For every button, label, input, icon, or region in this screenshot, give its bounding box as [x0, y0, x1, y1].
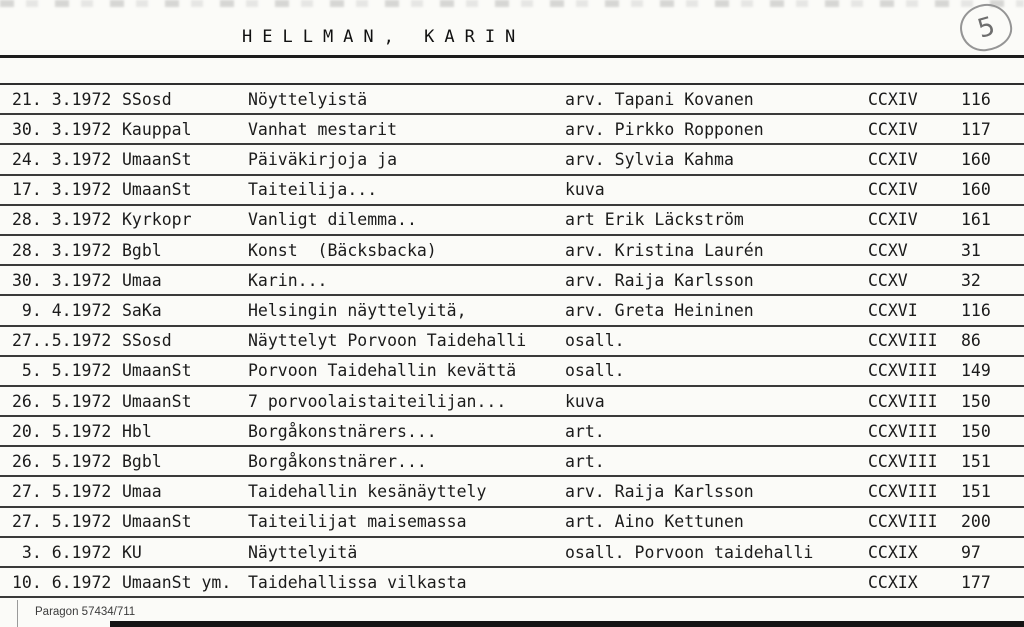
- note-cell: osall. Porvoon taidehalli: [565, 542, 814, 562]
- volume-cell: CCXVI: [868, 301, 918, 320]
- date-cell: 5. 5.1972: [12, 361, 112, 381]
- note-cell: arv. Raija Karlsson: [565, 270, 754, 290]
- page-cell: 150: [961, 421, 991, 441]
- publication-cell: Umaa: [122, 270, 162, 290]
- volume-cell: CCXVIII: [868, 421, 938, 441]
- handwritten-page-number-circle: [958, 1, 1015, 53]
- date-cell: 10. 6.1972: [12, 572, 112, 592]
- publication-cell: Kauppal: [122, 119, 192, 139]
- table-row: [0, 447, 1024, 477]
- note-cell: arv. Pirkko Ropponen: [565, 119, 764, 139]
- date-cell: 20. 5.1972: [12, 421, 112, 441]
- table-row: [0, 417, 1024, 447]
- title-cell: Päiväkirjoja ja: [248, 150, 398, 170]
- title-cell: Nöyttelyistä: [248, 89, 368, 109]
- note-cell: arv. Greta Heininen: [565, 301, 754, 320]
- publication-cell: Hbl: [122, 421, 152, 441]
- note-cell: [565, 591, 868, 596]
- page-cell: 150: [961, 391, 991, 411]
- page-cell: 161: [961, 210, 991, 230]
- publication-cell: SSosd: [122, 89, 172, 109]
- page-cell: 149: [961, 361, 991, 381]
- title-cell: Näyttelyt Porvoon Taidehalli: [248, 331, 527, 351]
- volume-cell: CCXVIII: [868, 451, 938, 471]
- handwritten-page-number: 5: [973, 10, 999, 45]
- table-row: [0, 176, 1024, 206]
- date-cell: 17. 3.1972: [12, 180, 112, 200]
- bibliography-table: [0, 83, 1024, 598]
- table-row: [0, 538, 1024, 568]
- page-cell: 97: [961, 542, 981, 562]
- table-row: [0, 206, 1024, 236]
- table-row: [0, 296, 1024, 326]
- page-cell: 200: [961, 512, 991, 532]
- date-cell: 26. 5.1972: [12, 451, 112, 471]
- scan-bleed-through-artifact: [0, 0, 1024, 7]
- date-cell: 30. 3.1972: [12, 270, 112, 290]
- title-cell: Karin...: [248, 270, 328, 290]
- note-cell: osall.: [565, 331, 625, 351]
- table-row: [0, 85, 1024, 115]
- page-cell: 31: [961, 240, 981, 260]
- note-cell: osall.: [565, 361, 625, 381]
- page-cell: 177: [961, 572, 991, 592]
- table-row: [0, 145, 1024, 175]
- title-cell: Taiteilijat maisemassa: [248, 512, 467, 532]
- publication-cell: UmaanSt: [122, 180, 192, 200]
- publication-cell: Umaa: [122, 482, 162, 502]
- volume-cell: CCXVIII: [868, 391, 938, 411]
- title-cell: Taidehallissa vilkasta: [248, 572, 467, 592]
- table-row: [0, 236, 1024, 266]
- page-cell: 160: [961, 180, 991, 200]
- paper-brand-label: Paragon 57434/711: [35, 606, 136, 618]
- date-cell: 3. 6.1972: [12, 542, 112, 562]
- table-row: [0, 115, 1024, 145]
- page-cell: 160: [961, 150, 991, 170]
- volume-cell: CCXVIII: [868, 512, 938, 532]
- table-row: [0, 327, 1024, 357]
- publication-cell: UmaanSt: [122, 391, 192, 411]
- title-cell: Vanligt dilemma..: [248, 210, 417, 230]
- page-cell: 117: [961, 119, 991, 139]
- volume-cell: CCXIV: [868, 119, 918, 139]
- page-cell: 86: [961, 331, 981, 351]
- table-row: [0, 477, 1024, 507]
- date-cell: 26. 5.1972: [12, 391, 112, 411]
- publication-cell: UmaanSt: [122, 512, 192, 532]
- page-cell: 116: [961, 89, 991, 109]
- publication-cell: UmaanSt: [122, 150, 192, 170]
- note-cell: art.: [565, 451, 605, 471]
- publication-cell: Bgbl: [122, 240, 162, 260]
- volume-cell: CCXIV: [868, 89, 918, 109]
- date-cell: 27. 5.1972: [12, 512, 112, 532]
- page-cell: 151: [961, 451, 991, 471]
- table-row: [0, 387, 1024, 417]
- title-cell: Helsingin näyttelyitä,: [248, 301, 467, 320]
- note-cell: art. Aino Kettunen: [565, 512, 744, 532]
- volume-cell: CCXV: [868, 270, 908, 290]
- publication-cell: Kyrkopr: [122, 210, 192, 230]
- note-cell: arv. Tapani Kovanen: [565, 89, 754, 109]
- note-cell: art.: [565, 421, 605, 441]
- date-cell: 27..5.1972: [12, 331, 112, 351]
- volume-cell: CCXVIII: [868, 361, 938, 381]
- date-cell: 27. 5.1972: [12, 482, 112, 502]
- page-cell: 32: [961, 270, 981, 290]
- volume-cell: CCXIV: [868, 210, 918, 230]
- note-cell: arv. Sylvia Kahma: [565, 150, 734, 170]
- publication-cell: KU: [122, 542, 142, 562]
- scan-edge-bar: [110, 621, 1024, 627]
- publication-cell: UmaanSt ym.: [122, 572, 232, 592]
- date-cell: 24. 3.1972: [12, 150, 112, 170]
- volume-cell: CCXIV: [868, 180, 918, 200]
- date-cell: 9. 4.1972: [12, 301, 112, 320]
- publication-cell: UmaanSt: [122, 361, 192, 381]
- title-cell: Konst (Bäcksbacka): [248, 240, 437, 260]
- table-row: [0, 568, 1024, 598]
- page-cell: 151: [961, 482, 991, 502]
- title-cell: Taidehallin kesänäyttely: [248, 482, 487, 502]
- publication-cell: SaKa: [122, 301, 162, 320]
- volume-cell: CCXVIII: [868, 331, 938, 351]
- footer-left-tick: [17, 600, 18, 627]
- title-cell: Näyttelyitä: [248, 542, 358, 562]
- date-cell: 28. 3.1972: [12, 210, 112, 230]
- note-cell: art Erik Läckström: [565, 210, 744, 230]
- table-row: [0, 357, 1024, 387]
- page-title: HELLMAN, KARIN: [242, 27, 526, 47]
- note-cell: arv. Raija Karlsson: [565, 482, 754, 502]
- title-cell: Taiteilija...: [248, 180, 378, 200]
- volume-cell: CCXIX: [868, 572, 918, 592]
- note-cell: arv. Kristina Laurén: [565, 240, 764, 260]
- volume-cell: CCXIX: [868, 542, 918, 562]
- publication-cell: SSosd: [122, 331, 172, 351]
- date-cell: 28. 3.1972: [12, 240, 112, 260]
- volume-cell: CCXVIII: [868, 482, 938, 502]
- title-cell: Borgåkonstnärer...: [248, 451, 427, 471]
- title-cell: Borgåkonstnärers...: [248, 421, 437, 441]
- title-cell: Vanhat mestarit: [248, 119, 398, 139]
- publication-cell: Bgbl: [122, 451, 162, 471]
- table-row: [0, 266, 1024, 296]
- title-cell: Porvoon Taidehallin kevättä: [248, 361, 517, 381]
- volume-cell: CCXV: [868, 240, 908, 260]
- header-divider-rule: [0, 55, 1024, 58]
- title-cell: 7 porvoolaistaiteilijan...: [248, 391, 507, 411]
- page-cell: 116: [961, 301, 991, 320]
- note-cell: kuva: [565, 391, 605, 411]
- date-cell: 30. 3.1972: [12, 119, 112, 139]
- table-row: [0, 508, 1024, 538]
- date-cell: 21. 3.1972: [12, 89, 112, 109]
- volume-cell: CCXIV: [868, 150, 918, 170]
- note-cell: kuva: [565, 180, 605, 200]
